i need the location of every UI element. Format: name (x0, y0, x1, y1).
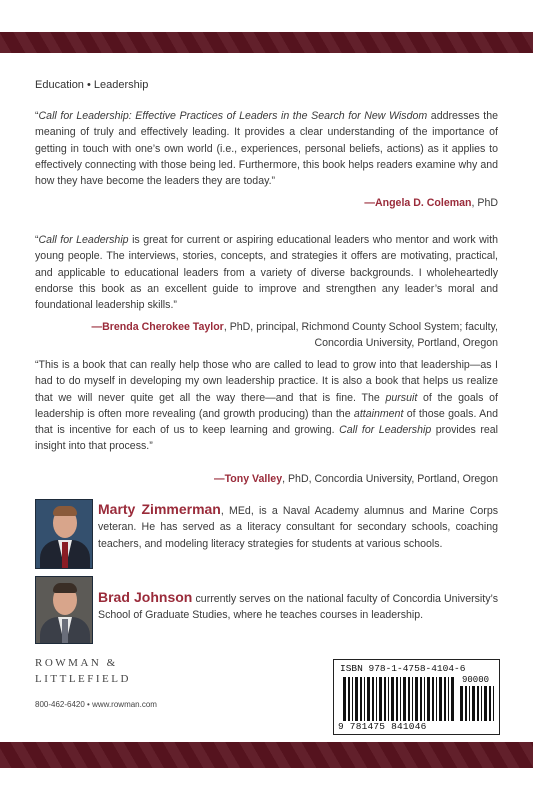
barcode-bar (376, 677, 377, 721)
author-bio-text: currently serves on the national faculty of Concordia University’s School of Graduate Studies, where he teaches courses in leadership. (98, 593, 498, 622)
author-bio-1 (98, 501, 498, 552)
open-quote: “ (35, 234, 39, 246)
quote-body: is great for current or aspiring educational leaders who mentor and work with young people. The interviews, stories, concepts, and strategies it offers are motivating, practical, and applicable to educational leaders from a variety of diverse backgrounds. I wholeheartedly endorse this book as an excellent guide to improve and strengthen any leader’s moral and foundational leadership skills.” (35, 234, 498, 312)
author-name: Marty Zimmerman (98, 501, 221, 517)
publisher-contact: 800-462-6420 • www.rowman.com (35, 700, 157, 709)
barcode-bar (360, 677, 362, 721)
barcode-bar (367, 677, 370, 721)
barcode-bar (477, 686, 479, 721)
barcode-bar (343, 677, 346, 721)
barcode-bar (481, 686, 482, 721)
barcode-bar (460, 686, 463, 721)
barcode-bar (489, 686, 491, 721)
publisher-name-line-2: LITTLEFIELD (35, 673, 131, 685)
barcode-bar (396, 677, 398, 721)
barcode-bar (403, 677, 406, 721)
barcode-addon-code: 90000 (462, 675, 490, 685)
barcode-bar (448, 677, 449, 721)
top-decorative-band (0, 32, 533, 53)
barcode-bar (484, 686, 487, 721)
barcode-bar (348, 677, 350, 721)
barcode-bar (427, 677, 430, 721)
barcode-bar (420, 677, 422, 721)
endorsement-attribution-2: —Brenda Cherokee Taylor, PhD, principal, Richmond County School System; faculty, Concordia University, Portland, Oregon (91, 321, 498, 350)
barcode-bar (388, 677, 389, 721)
endorsement-quote-1 (35, 108, 498, 189)
endorser-credentials: , PhD (471, 197, 498, 209)
barcode-bar (436, 677, 437, 721)
quote-emphasis: pursuit (385, 391, 418, 404)
barcode-bar (469, 686, 470, 721)
endorser-name: Brenda Cherokee Taylor (102, 321, 224, 333)
author-photo-marty-zimmerman (35, 499, 93, 569)
barcode-bar (352, 677, 353, 721)
barcode-bar (432, 677, 434, 721)
quote-body-part: provides real insight into that process.” (35, 424, 499, 453)
category-label: Education • Leadership (35, 79, 149, 91)
barcode-bar (465, 686, 467, 721)
barcode-bar (412, 677, 413, 721)
endorser-credentials: , PhD, principal, Richmond County School System; faculty, Concordia University, Portland, Oregon (223, 321, 498, 350)
barcode-bar (451, 677, 454, 721)
barcode-digits: 9 781475 841046 (338, 721, 427, 732)
book-title: Call for Leadership (38, 234, 129, 246)
barcode-bar (444, 677, 446, 721)
barcode-bar (439, 677, 442, 721)
barcode-bar (408, 677, 410, 721)
quote-body-part: of the goals of leadership is often more revealing (and growth producing) than the (35, 391, 498, 420)
quote-body-part: of those goals. And that is incentive for each of us to keep learning and growing. (35, 407, 498, 437)
barcode-bar (384, 677, 386, 721)
publisher-name-line-1: ROWMAN & (35, 657, 118, 669)
isbn-label: ISBN 978-1-4758-4104-6 (340, 663, 466, 674)
barcode-bar (355, 677, 358, 721)
author-name: Brad Johnson (98, 589, 193, 605)
publisher-logo (35, 655, 131, 687)
author-bio-text: , MEd, is a Naval Academy alumnus and Marine Corps veteran. He has served as a literacy consultant for secondary schools, coaching teachers, and modeling literacy strategies for students at various schools. (98, 505, 499, 550)
isbn-barcode (333, 659, 500, 735)
quote-emphasis: attainment (353, 407, 404, 420)
barcode-bar (424, 677, 425, 721)
bottom-decorative-band (0, 742, 533, 768)
book-title: Call for Leadership (339, 424, 432, 437)
author-photo-brad-johnson (35, 576, 93, 644)
endorser-credentials: , PhD, Concordia University, Portland, Oregon (282, 473, 498, 485)
barcode-bar (372, 677, 374, 721)
endorsement-attribution-1: —Angela D. Coleman, PhD (364, 197, 498, 209)
book-title: Call for Leadership: Effective Practices of Leaders in the Search for New Wisdom (38, 110, 428, 122)
barcode-bar (400, 677, 401, 721)
barcode-bar (415, 677, 418, 721)
endorser-name: Tony Valley (224, 473, 283, 485)
open-quote: “ (35, 110, 39, 122)
barcode-bars (343, 677, 457, 721)
author-bio-2 (98, 589, 498, 624)
barcode-bar (472, 686, 475, 721)
endorsement-attribution-3: —Tony Valley, PhD, Concordia University, Portland, Oregon (213, 473, 498, 485)
endorser-name: Angela D. Coleman (374, 197, 472, 209)
barcode-bar (391, 677, 394, 721)
quote-body: addresses the meaning of truly and effectively leading. It provides a clear understanding of the importance of getting in touch with one’s own world (i.e., experiences, personal beliefs, actions) as it applies to effectively connecting with those being led. Furthermore, this book helps readers examine why and how they have become the leaders they are today.” (35, 110, 498, 188)
barcode-bar (364, 677, 365, 721)
barcode-addon-bars (460, 686, 496, 721)
endorsement-quote-2 (35, 232, 498, 313)
barcode-bar (379, 677, 382, 721)
quote-body-part: “This is a book that can really help those who are called to lead to grow into that leadership—as I had to do myself in developing my own leadership practice. It is also a book that helps us realize that we will never quite get all the way there—and that is fine. The (35, 359, 498, 404)
barcode-bar (493, 686, 494, 721)
endorsement-quote-3 (35, 357, 498, 455)
